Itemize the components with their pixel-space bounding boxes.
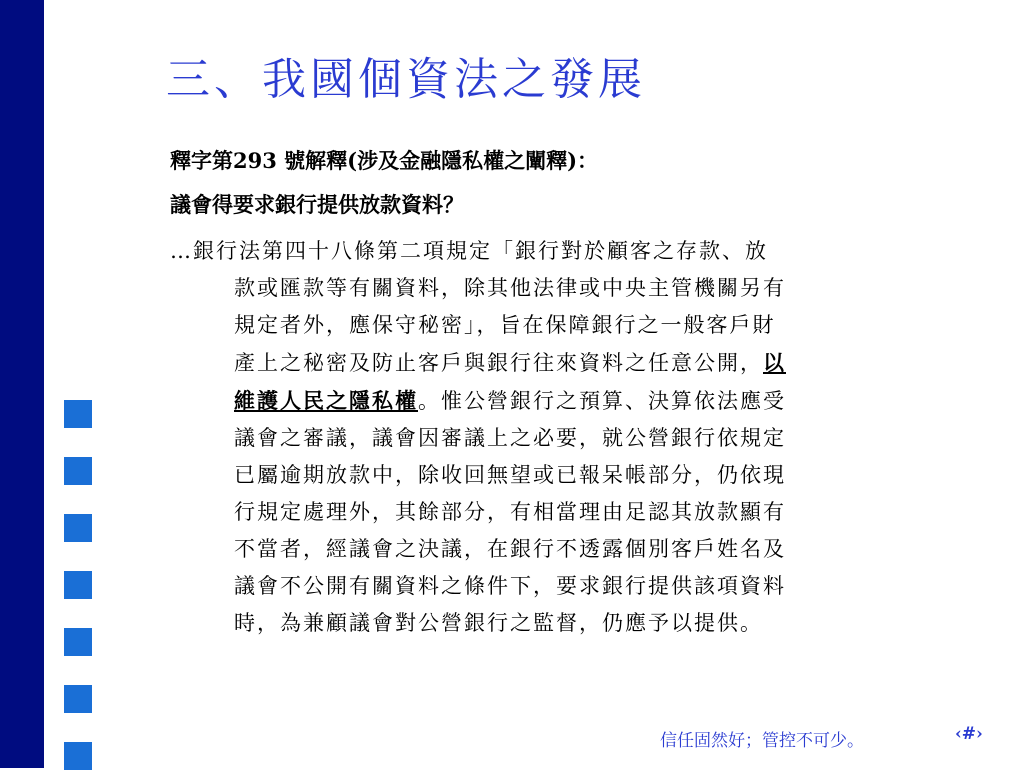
emphasized-text: 維護人民之隱私權 — [234, 388, 418, 413]
page-number: ‹#› — [955, 724, 983, 744]
paragraph-text: 產上之秘密及防止客戶與銀行往來資料之任意公開， — [234, 351, 763, 375]
left-decorative-bar — [0, 0, 44, 768]
decorative-square — [64, 628, 92, 656]
paragraph-line — [170, 382, 922, 420]
paragraph-line: 行規定處理外，其餘部分，有相當理由足認其放款顯有 — [234, 500, 786, 524]
paragraph-line: 不當者，經議會之決議，在銀行不透露個別客戶姓名及 — [234, 537, 786, 561]
heading-question: 議會得要求銀行提供放款資料？ — [170, 192, 464, 217]
paragraph-line — [170, 344, 922, 382]
paragraph-line: 議會之審議，議會因審議上之必要，就公營銀行依規定 — [234, 426, 786, 450]
paragraph-line: 時，為兼顧議會對公營銀行之監督，仍應予以提供。 — [234, 611, 763, 635]
emphasized-text: 以 — [763, 350, 786, 375]
body-paragraph — [170, 233, 922, 642]
slide-title: 三、我國個資法之發展 — [166, 54, 646, 105]
decorative-square — [64, 457, 92, 485]
paragraph-line: 議會不公開有關資料之條件下，要求銀行提供該項資料 — [234, 574, 786, 598]
decorative-square — [64, 742, 92, 770]
decorative-square — [64, 400, 92, 428]
heading-interpretation: 釋字第293 號解釋(涉及金融隱私權之闡釋)： — [170, 148, 599, 173]
footer-slogan: 信任固然好；管控不可少。 — [660, 731, 864, 751]
paragraph-text: 。惟公營銀行之預算、決算依法應受 — [418, 389, 786, 413]
paragraph-line: 款或匯款等有關資料，除其他法律或中央主管機關另有 — [234, 276, 786, 300]
decorative-square — [64, 685, 92, 713]
paragraph-line: 已屬逾期放款中，除收回無望或已報呆帳部分，仍依現 — [234, 463, 786, 487]
decorative-square — [64, 571, 92, 599]
paragraph-line: …銀行法第四十八條第二項規定「銀行對於顧客之存款、放 — [170, 239, 768, 263]
decorative-square — [64, 514, 92, 542]
paragraph-line: 規定者外，應保守秘密」，旨在保障銀行之一般客戶財 — [234, 313, 776, 337]
